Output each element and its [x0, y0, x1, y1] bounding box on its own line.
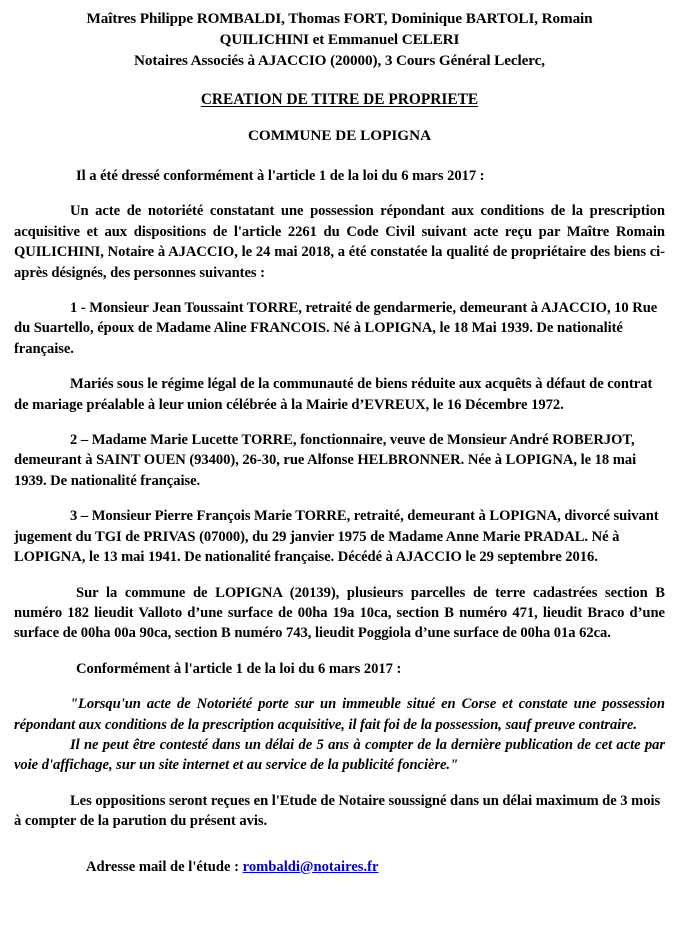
- paragraph-quote-part-2: Il ne peut être contesté dans un délai de 5 ans à compter de la dernière publication de cet acte par voie d'affichage, sur un site internet et au service de la publicité foncière.": [14, 736, 665, 774]
- letterhead-line-3: Notaires Associés à AJACCIO (20000), 3 Cours Général Leclerc,: [134, 52, 545, 69]
- paragraph-deed: Un acte de notoriété constatant une possession répondant aux conditions de la prescription acquisitive et aux dispositions de l'article 2261 du Code Civil suivant acte reçu par Maître Romain QUILICHINI, Notaire à AJACCIO, le 24 mai 2018, a été constatée la qualité de propriétaire des biens ci-après désignés, des personnes suivantes :: [14, 203, 665, 281]
- paragraph-conformity: Conformément à l'article 1 de la loi du 6 mars 2017 :: [76, 660, 402, 677]
- paragraph-person-3: 3 – Monsieur Pierre François Marie TORRE, retraité, demeurant à LOPIGNA, divorcé suivant jugement du TGI de PRIVAS (07000), du 29 janvier 1975 de Madame Anne Marie PRADAL. Né à LOPIGNA, le 13 mai 1941. De nationalité française. Décédé à AJACCIO le 29 septembre 2016.: [14, 508, 659, 566]
- contact-mail-label: Adresse mail de l'étude :: [86, 858, 243, 875]
- paragraph-marriage: Mariés sous le régime légal de la communauté de biens réduite aux acquêts à défaut de contrat de mariage préalable à leur union célébrée à la Mairie d’EVREUX, le 16 Décembre 1972.: [14, 376, 653, 413]
- letterhead: [14, 8, 665, 71]
- document-body: [14, 166, 665, 877]
- paragraph-person-2: 2 – Madame Marie Lucette TORRE, fonctionnaire, veuve de Monsieur André ROBERJOT, demeurant à SAINT OUEN (93400), 26-30, rue Alfonse HELBRONNER. Née à LOPIGNA, le 18 mai 1939. De nationalité française.: [14, 432, 637, 489]
- paragraph-intro: Il a été dressé conformément à l'article 1 de la loi du 6 mars 2017 :: [76, 168, 485, 184]
- email-link[interactable]: rombaldi@notaires.fr: [242, 858, 379, 875]
- paragraph-parcels: Sur la commune de LOPIGNA (20139), plusieurs parcelles de terre cadastrées section B numéro 182 lieudit Valloto d’une surface de 00ha 19a 10ca, section B numéro 471, lieudit Braco d’une surface de 00ha 00a 90ca, section B numéro 743, lieudit Poggiola d’une surface de 00ha 01a 62ca.: [14, 584, 665, 642]
- paragraph-person-1: 1 - Monsieur Jean Toussaint TORRE, retraité de gendarmerie, demeurant à AJACCIO, 10 Rue du Suartello, époux de Madame Aline FRANCOIS. Né à LOPIGNA, le 18 Mai 1939. De nationalité française.: [14, 300, 658, 357]
- page-subtitle: COMMUNE DE LOPIGNA: [247, 127, 432, 144]
- page-title-text: CREATION DE TITRE DE PROPRIETE: [200, 91, 479, 108]
- letterhead-line-2: QUILICHINI et Emmanuel CELERI: [219, 31, 460, 48]
- page-title: [14, 90, 665, 110]
- contact-mail-line: [14, 857, 665, 877]
- paragraph-oppositions: Les oppositions seront reçues en l'Etude de Notaire soussigné dans un délai maximum de 3 mois à compter de la parution du présent avis.: [14, 792, 661, 830]
- letterhead-line-1: Maîtres Philippe ROMBALDI, Thomas FORT, Dominique BARTOLI, Romain: [86, 10, 593, 27]
- paragraph-quote-part-1: "Lorsqu'un acte de Notoriété porte sur un immeuble situé en Corse et constate une possession répondant aux conditions de la prescription acquisitive, il fait foi de la possession, sauf preuve contraire.: [14, 696, 665, 733]
